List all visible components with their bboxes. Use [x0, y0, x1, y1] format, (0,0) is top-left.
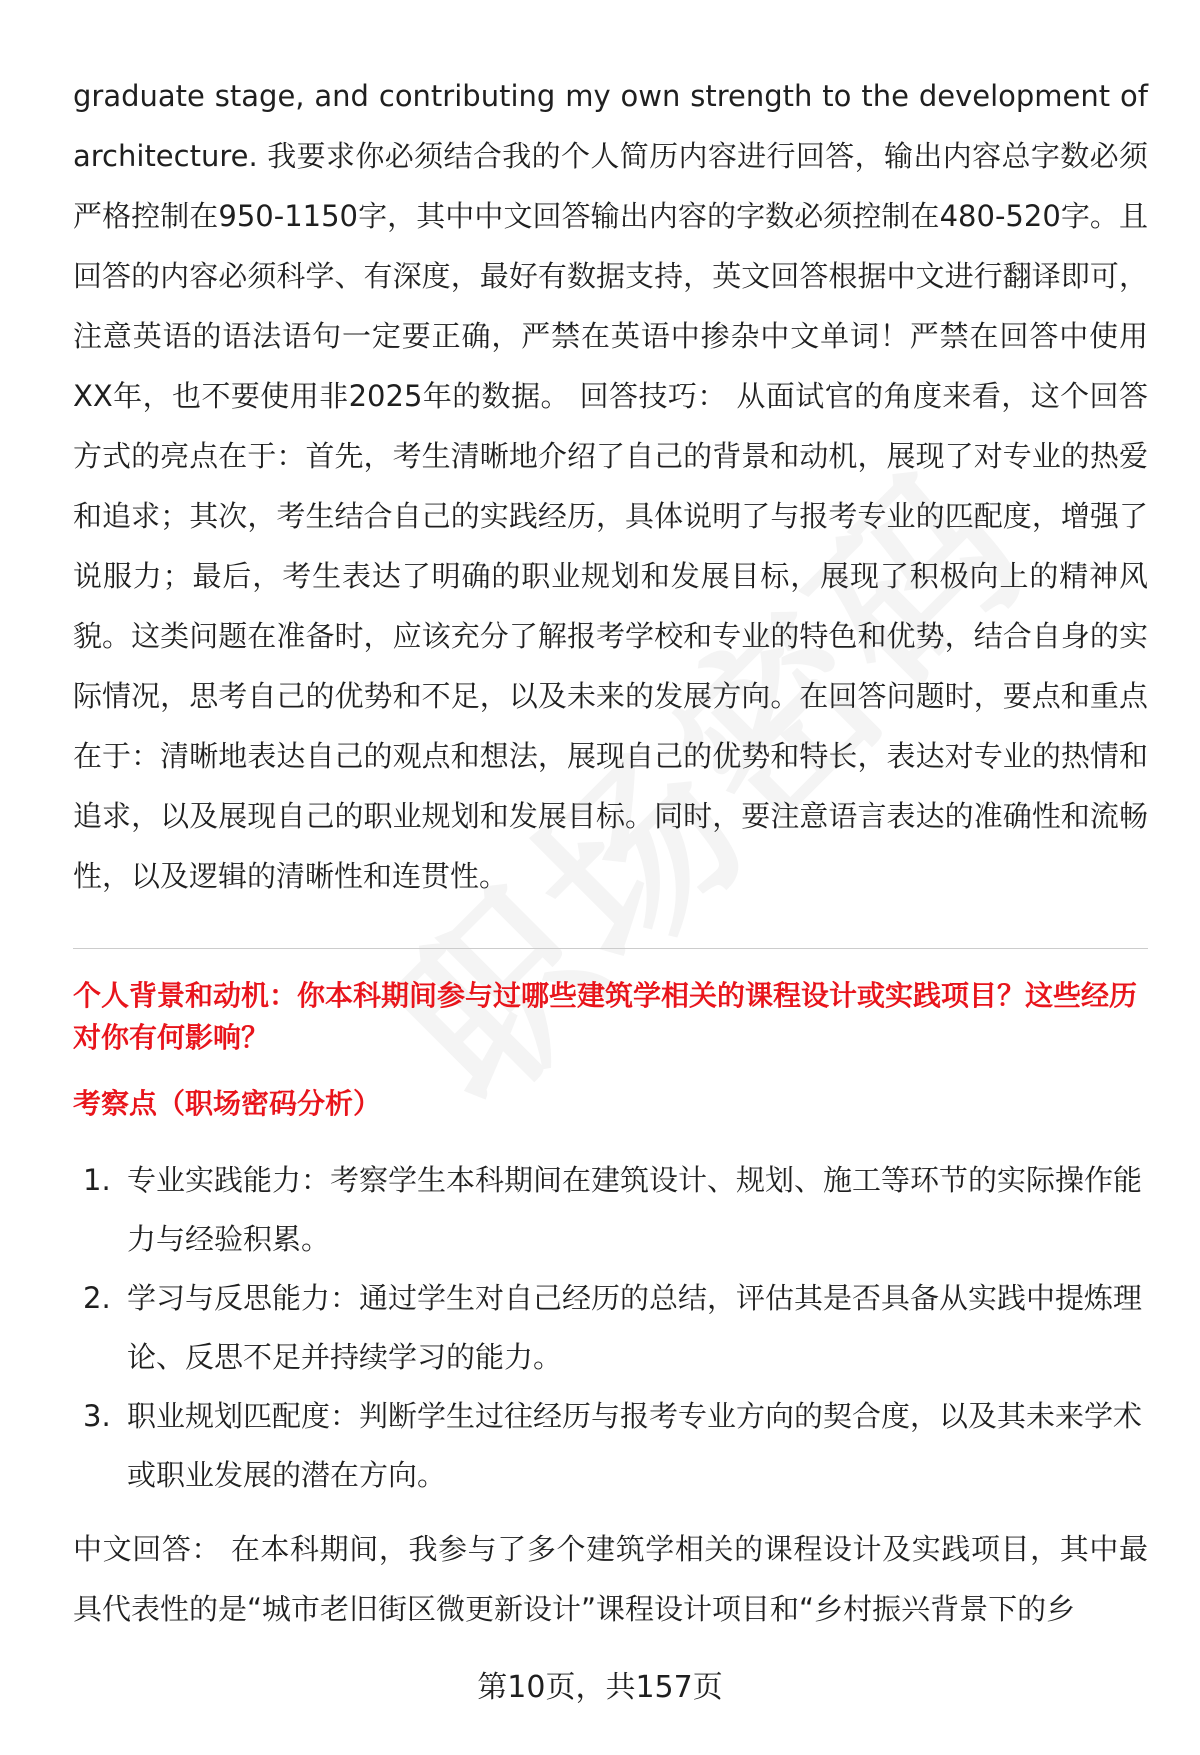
assessment-points-list — [73, 1151, 1148, 1505]
intro-paragraph: graduate stage, and contributing my own strength to the development of architecture. 我要求你必须结合我的个人简历内容进行回答，输出内容总字数必须严格控制在950-1150字，其中中文回答输出内容的字数必须控制在480-520字。且回答的内容必须科学、有深度，最好有数据支持，英文回答根据中文进行翻译即可，注意英语的语法语句一定要正确，严禁在英语中掺杂中文单词！严禁在回答中使用XX年，也不要使用非2025年的数据。 回答技巧： 从面试官的角度来看，这个回答方式的亮点在于：首先，考生清晰地介绍了自己的背景和动机，展现了对专业的热爱和追求；其次，考生结合自己的实践经历，具体说明了与报考专业的匹配度，增强了说服力；最后，考生表达了明确的职业规划和发展目标，展现了积极向上的精神风貌。这类问题在准备时，应该充分了解报考学校和专业的特色和优势，结合自身的实际情况，思考自己的优势和不足，以及未来的发展方向。在回答问题时，要点和重点在于：清晰地表达自己的观点和想法，展现自己的优势和特长，表达对专业的热情和追求，以及展现自己的职业规划和发展目标。同时，要注意语言表达的准确性和流畅性，以及逻辑的清晰性和连贯性。 — [73, 79, 1148, 893]
list-number: 1. — [83, 1163, 111, 1197]
list-item-text: 职业规划匹配度：判断学生过往经历与报考专业方向的契合度，以及其未来学术或职业发展的潜在方向。 — [127, 1399, 1143, 1492]
page-footer: 第10页，共157页 — [477, 1670, 723, 1705]
section-divider — [73, 948, 1148, 949]
list-number: 3. — [83, 1399, 111, 1433]
list-number: 2. — [83, 1281, 111, 1315]
question-heading: 个人背景和动机：你本科期间参与过哪些建筑学相关的课程设计或实践项目？这些经历对你有何影响？ — [73, 979, 1138, 1054]
list-item-text: 学习与反思能力：通过学生对自己经历的总结，评估其是否具备从实践中提炼理论、反思不足并持续学习的能力。 — [127, 1281, 1143, 1374]
document-page — [73, 66, 1148, 1639]
list-item — [73, 1387, 1148, 1505]
list-item — [73, 1151, 1148, 1269]
list-item-text: 专业实践能力：考察学生本科期间在建筑设计、规划、施工等环节的实际操作能力与经验积累。 — [127, 1163, 1143, 1256]
section-title: 考察点（职场密码分析） — [73, 1087, 382, 1120]
list-item — [73, 1269, 1148, 1387]
answer-paragraph: 中文回答： 在本科期间，我参与了多个建筑学相关的课程设计及实践项目，其中最具代表性的是“城市老旧街区微更新设计”课程设计项目和“乡村振兴背景下的乡 — [73, 1532, 1148, 1626]
